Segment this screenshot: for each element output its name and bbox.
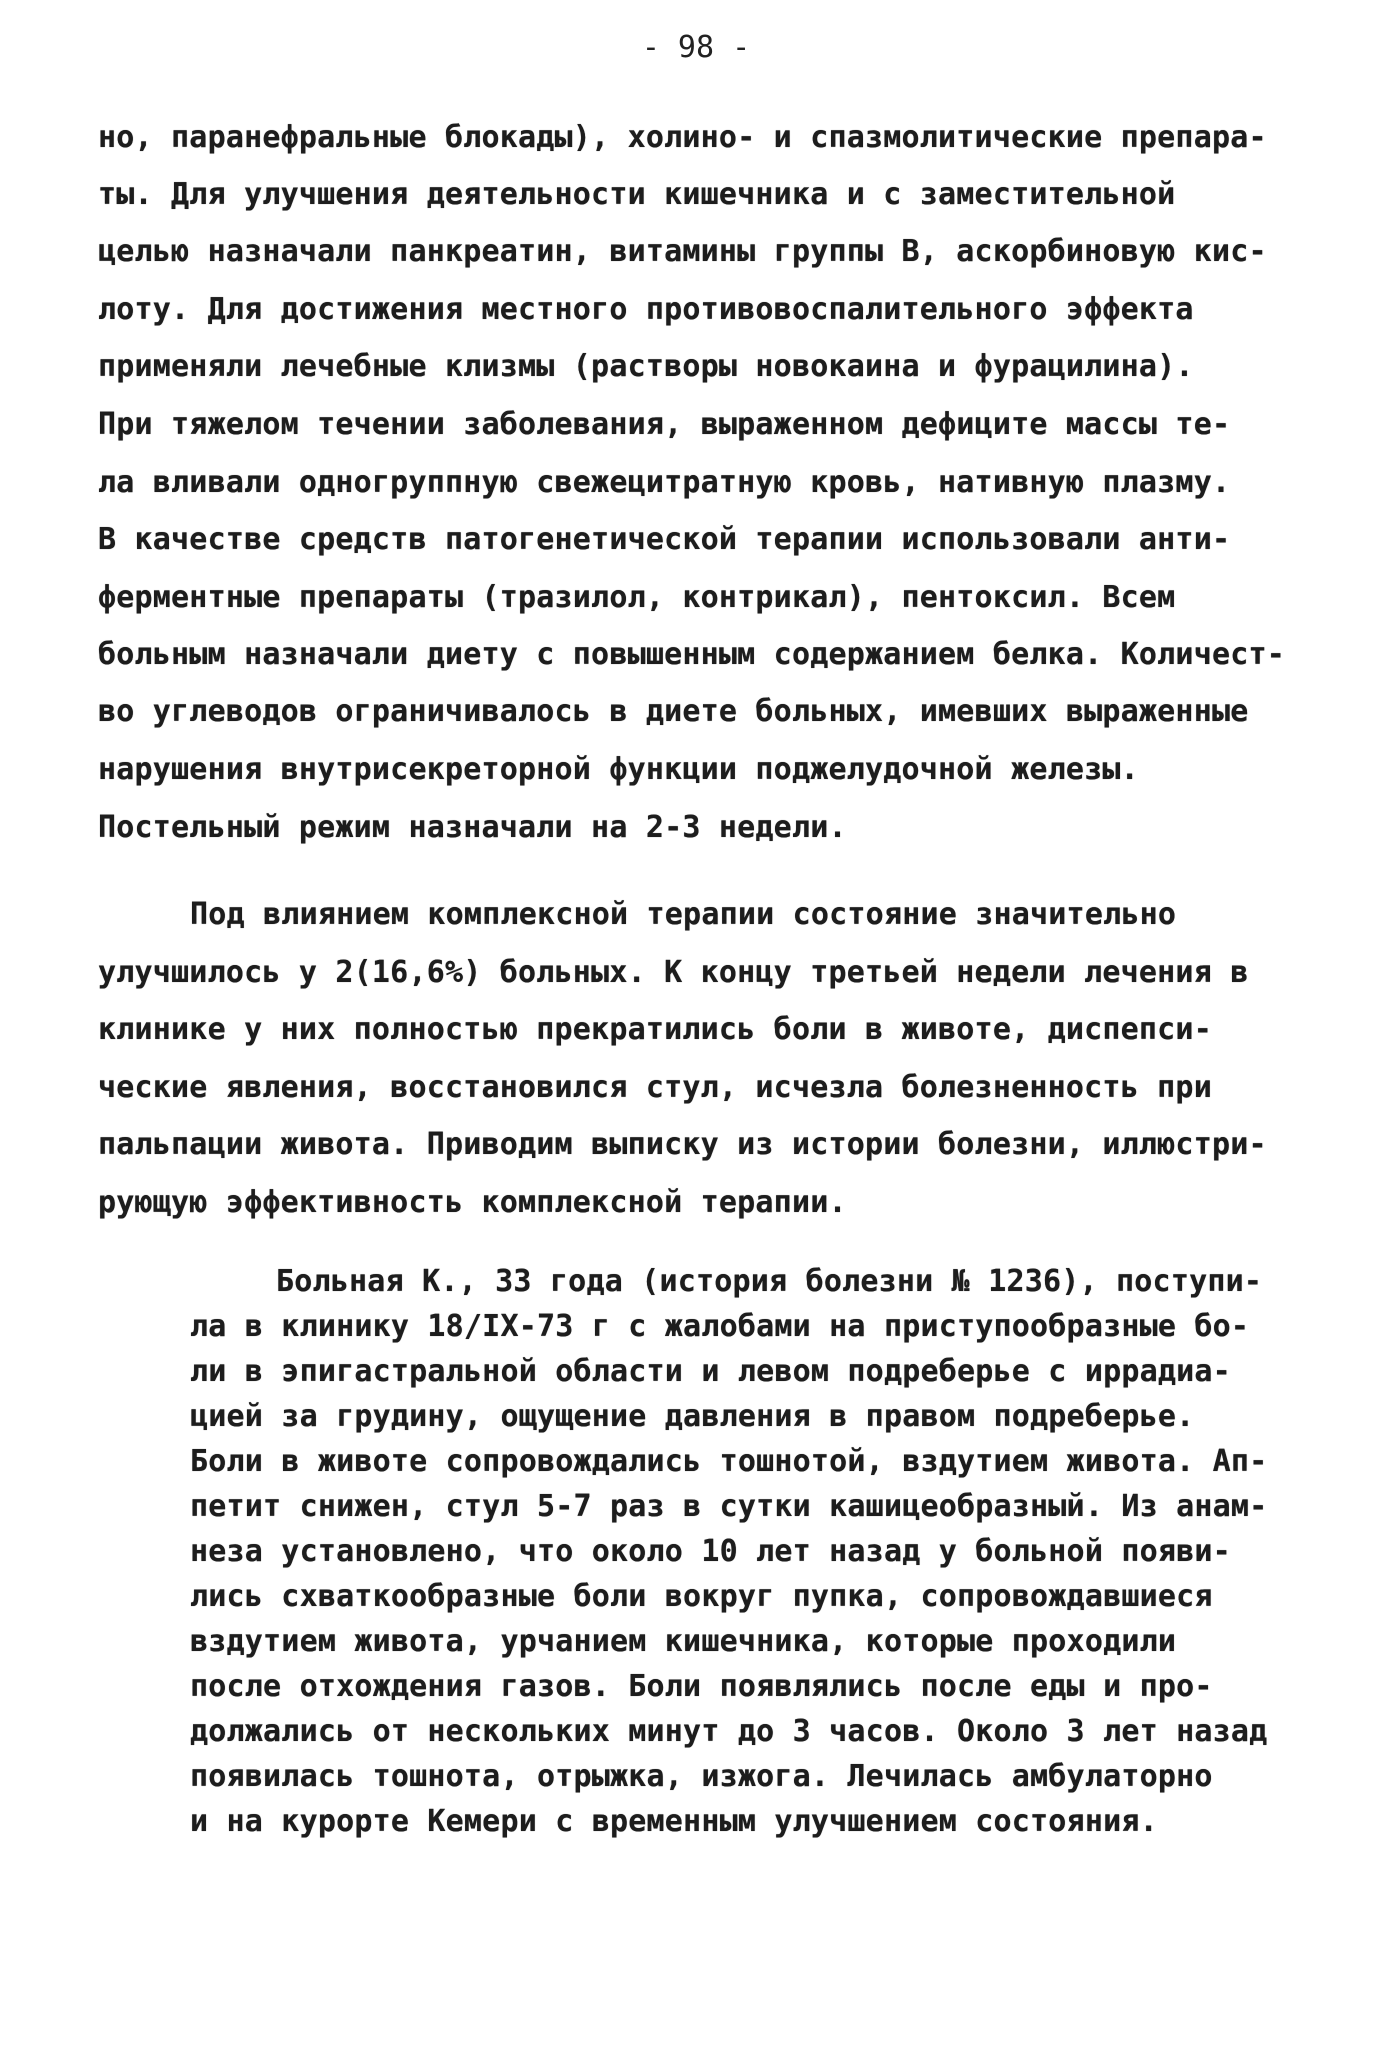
- text-line: Постельный режим назначали на 2-3 недели.: [98, 810, 847, 845]
- text-line: лоту. Для достижения местного противовоспалительного эффекта: [98, 292, 1194, 327]
- text-line: клинике у них полностью прекратились боли в животе, диспепси-: [98, 1012, 1212, 1047]
- quote-line: лись схваткообразные боли вокруг пупка, сопровождавшиеся: [190, 1579, 1213, 1614]
- quote-line: ли в эпигастральной области и левом подреберье с иррадиа-: [190, 1354, 1231, 1389]
- quote-line: петит снижен, стул 5-7 раз в сутки кашицеобразный. Из анам-: [190, 1489, 1268, 1524]
- text-line: ты. Для улучшения деятельности кишечника и с заместительной: [98, 177, 1176, 212]
- page-number: - 98 -: [641, 30, 751, 65]
- quote-line: Боли в животе сопровождались тошнотой, вздутием живота. Ап-: [190, 1444, 1268, 1479]
- text-line: При тяжелом течении заболевания, выраженном дефиците массы те-: [98, 407, 1231, 442]
- text-line: нарушения внутрисекреторной функции поджелудочной железы.: [98, 752, 1139, 787]
- quote-line: неза установлено, что около 10 лет назад у больной появи-: [190, 1534, 1231, 1569]
- quote-line: и на курорте Кемери с временным улучшением состояния.: [190, 1804, 1158, 1839]
- text-line: Под влиянием комплексной терапии состояние значительно: [190, 897, 1177, 932]
- text-line: ферментные препараты (тразилол, контрикал), пентоксил. Всем: [98, 580, 1176, 615]
- text-line: но, паранефральные блокады), холино- и спазмолитические препара-: [98, 120, 1267, 155]
- quote-line: должались от нескольких минут до 3 часов. Около 3 лет назад: [190, 1714, 1268, 1749]
- quote-line: ла в клинику 18/IX-73 г с жалобами на приступообразные бо-: [190, 1309, 1250, 1344]
- text-line: больным назначали диету с повышенным содержанием белка. Количест-: [98, 637, 1285, 672]
- text-line: ческие явления, восстановился стул, исчезла болезненность при: [98, 1070, 1212, 1105]
- text-line: применяли лечебные клизмы (растворы новокаина и фурацилина).: [98, 349, 1194, 384]
- quote-line: Больная К., 33 года (история болезни № 1236), поступи-: [276, 1264, 1263, 1299]
- text-line: целью назначали панкреатин, витамины группы В, аскорбиновую кис-: [98, 234, 1267, 269]
- quote-line: цией за грудину, ощущение давления в правом подреберье.: [190, 1399, 1195, 1434]
- text-line: В качестве средств патогенетической терапии использовали анти-: [98, 522, 1231, 557]
- quote-line: вздутием живота, урчанием кишечника, которые проходили: [190, 1624, 1177, 1659]
- text-line: улучшилось у 2(16,6%) больных. К концу третьей недели лечения в: [98, 955, 1249, 990]
- text-line: во углеводов ограничивалось в диете больных, имевших выраженные: [98, 694, 1249, 729]
- text-line: пальпации живота. Приводим выписку из истории болезни, иллюстри-: [98, 1127, 1267, 1162]
- quote-line: появилась тошнота, отрыжка, изжога. Лечилась амбулаторно: [190, 1759, 1213, 1794]
- quote-line: после отхождения газов. Боли появлялись после еды и про-: [190, 1669, 1213, 1704]
- text-line: ла вливали одногруппную свежецитратную кровь, нативную плазму.: [98, 465, 1231, 500]
- text-line: рующую эффективность комплексной терапии.: [98, 1185, 847, 1220]
